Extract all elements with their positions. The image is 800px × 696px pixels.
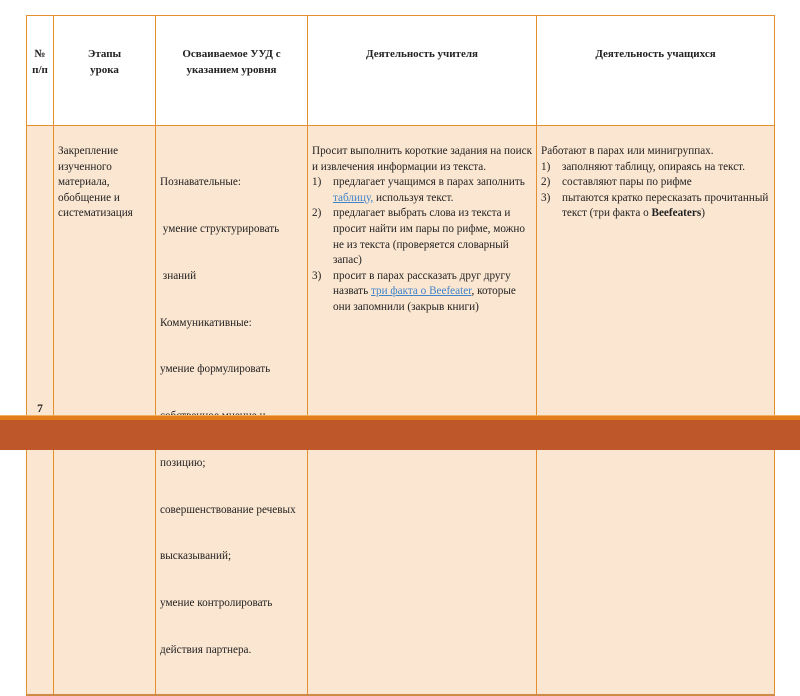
step-text [333, 269, 532, 316]
teacher-step [312, 269, 532, 316]
step-number: 2) [541, 176, 551, 189]
beefeater-facts-link[interactable]: три факта о Beefeater [370, 285, 472, 298]
step-text-after: используя текст. [373, 191, 454, 204]
step-text-bold: Beefeaters [651, 207, 702, 220]
uud-cell [156, 126, 308, 695]
step-number: 2) [312, 207, 322, 220]
uud-line: умение формулировать [160, 363, 271, 376]
teacher-step [312, 206, 532, 268]
header-uud [156, 16, 308, 126]
uud-line: высказываний; [160, 550, 232, 563]
step-text-main: пытаются кратко пересказать прочитанный текст (три факта о [562, 191, 769, 220]
step-text: заполняют таблицу, опираясь на текст. [562, 160, 746, 173]
stage-cell [54, 126, 156, 695]
students-step [541, 191, 770, 222]
stage-line: изученного [58, 160, 112, 173]
teacher-steps [312, 175, 532, 315]
row-number: 7 [27, 126, 54, 695]
uud-line: позицию; [160, 456, 206, 469]
table-header-row [27, 16, 775, 126]
step-text-before: предлагает учащимся в парах заполнить [333, 176, 525, 189]
teacher-intro: Просит выполнить короткие задания на поиск и извлечения информации из текста. [312, 145, 533, 173]
header-stage-line2: урока [90, 64, 119, 76]
table-link[interactable]: таблицу, [333, 191, 374, 204]
header-stage [54, 16, 156, 126]
header-number [27, 16, 54, 126]
step-number: 1) [541, 160, 551, 173]
step-text-before: просит в парах рассказать друг другу назвать [333, 269, 511, 298]
step-text-tail: ) [701, 207, 705, 220]
header-teacher-line1: Деятельность учителя [366, 48, 478, 60]
step-text [562, 191, 770, 222]
uud-line: умение структурировать [160, 222, 280, 235]
header-number-line1: № [34, 48, 46, 60]
uud-line: Коммуникативные: [160, 316, 252, 329]
stage-line: обобщение и [58, 191, 120, 204]
students-steps [541, 160, 770, 222]
step-number: 3) [541, 191, 551, 204]
stage-line: Закрепление [58, 145, 119, 157]
header-stage-line1: Этапы [87, 48, 122, 60]
step-text: составляют пары по рифме [562, 176, 692, 189]
students-step [541, 175, 770, 191]
header-uud-line2: указанием уровня [186, 64, 277, 76]
students-step [541, 160, 770, 176]
header-uud-line1: Осваиваемое УУД с [182, 48, 281, 60]
stage-line: систематизация [58, 207, 133, 220]
lesson-plan-table [26, 15, 775, 696]
uud-line: действия партнера. [160, 644, 252, 656]
uud-line: совершенствование речевых [160, 503, 296, 516]
uud-line: умение контролировать [160, 597, 273, 610]
step-number: 3) [312, 269, 322, 282]
teacher-cell [308, 126, 537, 695]
footer-band [0, 420, 800, 450]
header-students-line1: Деятельность учащихся [595, 48, 716, 60]
step-number: 1) [312, 176, 322, 189]
header-number-line2: п/п [32, 64, 48, 76]
students-cell [537, 126, 775, 695]
students-intro: Работают в парах или минигруппах. [541, 145, 714, 157]
header-students [537, 16, 775, 126]
step-text: предлагает выбрать слова из текста и просит найти им пары по рифме, можно не из текста (проверяется словарный запас) [333, 207, 525, 267]
table-row [27, 126, 775, 695]
stage-line: материала, [58, 176, 110, 189]
step-text [333, 175, 532, 206]
teacher-step [312, 175, 532, 206]
step-text-after: , которые они запомнили (закрыв книги) [333, 285, 516, 313]
uud-line: Познавательные: [160, 176, 241, 189]
uud-line: знаний [160, 269, 197, 282]
header-teacher [308, 16, 537, 126]
